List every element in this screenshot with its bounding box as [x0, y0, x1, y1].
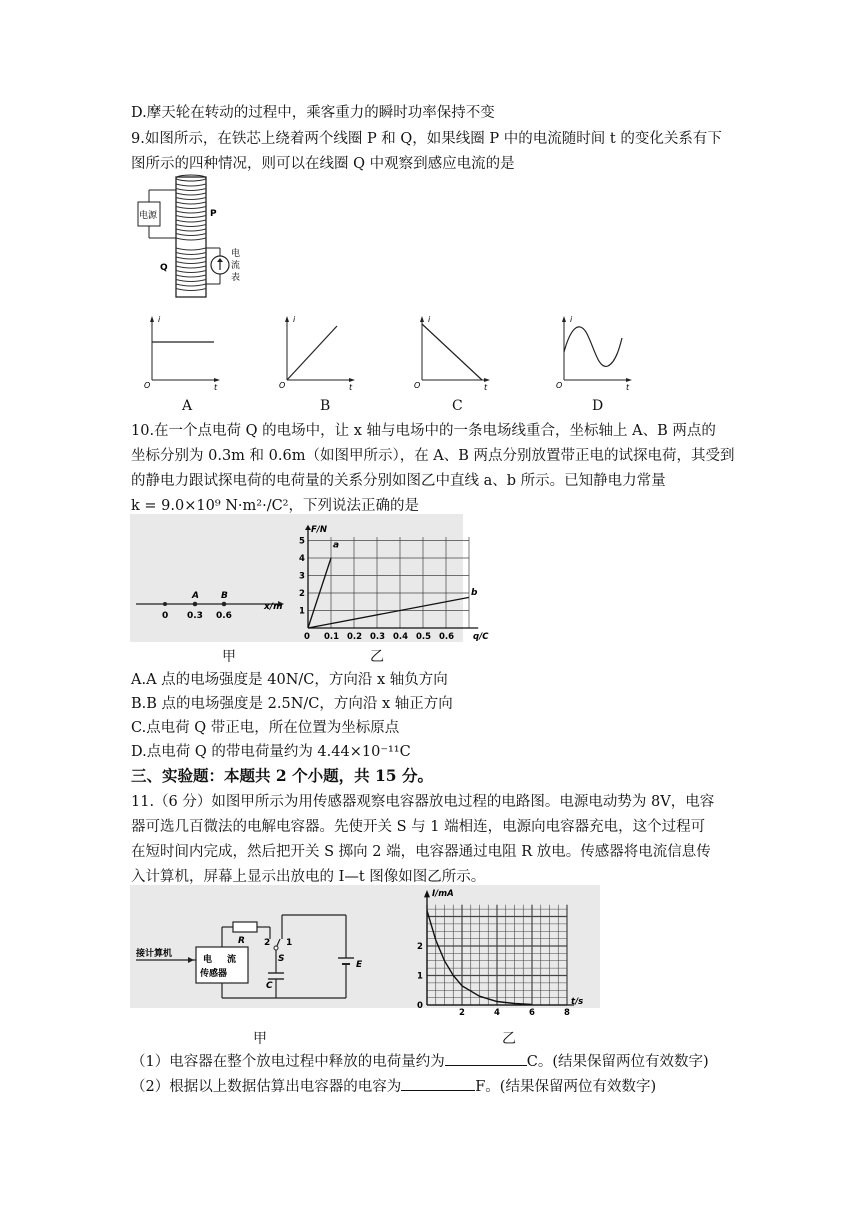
coil-q-turn: [176, 275, 206, 277]
q9-option-graphs: [140, 312, 640, 392]
r-label: R: [238, 936, 245, 946]
sensor-label-3: 传感器: [200, 969, 228, 979]
q10-option-d: D.点电荷 Q 的带电荷量约为 4.44×10⁻¹¹C: [131, 744, 411, 760]
coil-q-turn: [176, 271, 206, 273]
series-a-label: a: [333, 540, 340, 551]
point-a: [193, 602, 198, 607]
x-tick-0: 0: [162, 611, 169, 621]
meter-label-1: 电: [231, 249, 241, 259]
answer-blank-1[interactable]: [445, 1050, 527, 1066]
graph-c: [414, 315, 490, 392]
graph-d: [556, 315, 632, 392]
q9-option-a-label: A: [182, 398, 193, 414]
coil-q-label: Q: [160, 263, 168, 273]
coil-p-turn: [176, 225, 206, 227]
terminal-1-label: 1: [286, 938, 293, 948]
q11-stem-line-2: 器可选几百微法的电解电容器。先使开关 S 与 1 端相连，电源向电容器充电，这个过程可: [131, 819, 706, 835]
x-tick-06: 0.6: [216, 611, 232, 621]
q11-fig-yi: 乙: [502, 1031, 516, 1047]
graph-c-curve: [422, 324, 482, 380]
q-tick-label: 0.4: [393, 632, 409, 642]
q9-option-d-label: D: [592, 398, 604, 414]
coil-q-turn: [176, 248, 206, 250]
q9-option-b-label: B: [320, 398, 331, 414]
graph-b-t: t: [349, 383, 353, 392]
q11-fig-jia: 甲: [253, 1031, 267, 1047]
coil-p-turn: [176, 184, 206, 186]
i-tick-label: 1: [417, 971, 423, 982]
x-unit: x/m: [264, 602, 283, 612]
q11-stem-line-4: 入计算机，屏幕上显示出放电的 I—t 图像如图乙所示。: [131, 869, 486, 885]
meter-label-3: 表: [231, 273, 241, 283]
terminal-2-label: 2: [264, 938, 271, 948]
q9-stem-line-2: 图所示的四种情况，则可以在线圈 Q 中观察到感应电流的是: [131, 156, 515, 172]
q11-figure: [130, 885, 600, 1018]
coil-p-turn: [176, 229, 206, 231]
q-tick-label: 0: [304, 632, 310, 642]
t-tick-label: 4: [494, 1008, 500, 1018]
coil-q-turn: [176, 280, 206, 282]
q-tick-label: 0.3: [370, 632, 386, 642]
q10-option-b: B.B 点的电场强度是 2.5N/C，方向沿 x 轴正方向: [131, 696, 453, 712]
series-b-label: b: [471, 587, 478, 598]
coil-p-turn: [176, 238, 206, 240]
graph-b-i: i: [293, 315, 296, 324]
graph-a: [144, 315, 220, 392]
point-a-label: A: [192, 591, 199, 601]
t-tick-label: 8: [564, 1008, 570, 1018]
q11-part-1: [131, 1050, 709, 1072]
switch-s-label: S: [278, 954, 285, 964]
coil-p-label: P: [210, 209, 217, 219]
graph-c-o: O: [414, 381, 421, 390]
graph-b-o: O: [279, 381, 286, 390]
section-3-heading: 三、实验题：本题共 2 个小题，共 15 分。: [131, 766, 433, 785]
f-tick-label: 1: [299, 606, 305, 617]
sensor-label-1: 电: [203, 955, 213, 965]
x-tick-03: 0.3: [187, 611, 203, 621]
i-tick-label: 2: [417, 942, 423, 952]
graph-d-t: t: [626, 383, 630, 392]
f-tick-label: 4: [299, 554, 305, 564]
q11-part-1-unit: C。(结果保留两位有效数字): [526, 1054, 709, 1070]
coil-p-turn: [176, 220, 206, 222]
coil-p-turn: [176, 202, 206, 204]
answer-blank-2[interactable]: [401, 1075, 475, 1091]
coil-p-turn: [176, 193, 206, 195]
q10-stem-line-4: k = 9.0×10⁹ N·m²·/C²，下列说法正确的是: [131, 498, 419, 514]
graph-d-o: O: [556, 381, 563, 390]
q-unit-label: q/C: [473, 632, 489, 642]
point-b: [222, 602, 227, 607]
graph-d-i: i: [570, 315, 573, 324]
source-e-label: E: [356, 960, 363, 970]
q8-option-d: D.摩天轮在转动的过程中，乘客重力的瞬时功率保持不变: [131, 105, 495, 121]
graph-d-curve: [564, 327, 622, 367]
q11-stem-line-1: 11.（6 分）如图甲所示为用传感器观察电容器放电过程的电路图。电源电动势为 8V，电容: [131, 794, 715, 810]
q10-option-a: A.A 点的电场强度是 40N/C，方向沿 x 轴负方向: [131, 672, 448, 688]
q11-stem-line-3: 在短时间内完成，然后把开关 S 掷向 2 端，电容器通过电阻 R 放电。传感器将电流信息传: [131, 844, 711, 860]
q10-fig-jia: 甲: [222, 649, 236, 665]
f-tick-label: 2: [299, 589, 305, 599]
q10-fig-yi: 乙: [370, 649, 384, 665]
coil-p-turn: [176, 216, 206, 218]
q11-part-2: [131, 1075, 656, 1097]
q10-option-c: C.点电荷 Q 带正电，所在位置为坐标原点: [131, 720, 400, 736]
coil-q-turn: [176, 262, 206, 264]
q-tick-label: 0.2: [347, 632, 363, 642]
graph-a-o: O: [144, 381, 151, 390]
sensor-label-2: 流: [227, 955, 237, 965]
coil-q-turn: [176, 266, 206, 268]
point-b-label: B: [221, 591, 228, 601]
q9-option-c-label: C: [452, 398, 463, 414]
coil-q-turn: [176, 284, 206, 286]
computer-label: 接计算机: [136, 949, 173, 959]
q10-stem-line-2: 坐标分别为 0.3m 和 0.6m（如图甲所示），在 A、B 两点分别放置带正电的试探电荷，其受到: [131, 448, 735, 464]
q11-part-2-unit: F。(结果保留两位有效数字): [475, 1079, 657, 1095]
power-label: 电源: [139, 211, 158, 221]
q10-figure: [130, 514, 489, 642]
capacitor-c-label: C: [266, 981, 273, 991]
q-tick-label: 0.1: [324, 632, 340, 642]
t-tick-label: 2: [459, 1008, 465, 1018]
graph-b: [279, 315, 355, 392]
graph-b-curve: [287, 326, 337, 380]
q-tick-label: 0.6: [439, 632, 455, 642]
q-tick-label: 0.5: [416, 632, 432, 642]
q9-coil-figure: [130, 172, 250, 302]
t-unit-label: t/s: [571, 997, 584, 1007]
coil-p-turn: [176, 189, 206, 191]
i-tick-label: 0: [417, 1001, 423, 1011]
i-unit-label: I/mA: [432, 888, 454, 899]
q11-part-2-text: （2）根据以上数据估算出电容器的电容为: [131, 1079, 402, 1095]
graph-a-i: i: [158, 315, 161, 324]
f-tick-label: 3: [299, 571, 305, 582]
coil-p-turn: [176, 198, 206, 200]
coil-q-turn: [176, 253, 206, 255]
coil-p-turn: [176, 234, 206, 236]
coil-p-turn: [176, 207, 206, 209]
coil-q-turn: [176, 257, 206, 259]
coil-p-turn: [176, 211, 206, 213]
q9-stem-line-1: 9.如图所示，在铁芯上绕着两个线圈 P 和 Q，如果线圈 P 中的电流随时间 t 的变化关系有下: [131, 131, 722, 147]
q10-stem-line-3: 的静电力跟试探电荷的电荷量的关系分别如图乙中直线 a、b 所示。已知静电力常量: [131, 473, 666, 489]
resistor-r: [233, 922, 257, 932]
f-unit-label: F/N: [311, 524, 328, 535]
graph-a-t: t: [214, 383, 218, 392]
q10-stem-line-1: 10.在一个点电荷 Q 的电场中，让 x 轴与电场中的一条电场线重合，坐标轴上 A、B 两点的: [131, 423, 716, 439]
t-tick-label: 6: [529, 1008, 535, 1018]
meter-label-2: 流: [231, 261, 241, 271]
graph-c-i: i: [428, 315, 431, 324]
coil-q-turn: [176, 289, 206, 291]
graph-c-t: t: [484, 383, 488, 392]
f-tick-label: 5: [299, 536, 305, 547]
q11-part-1-text: （1）电容器在整个放电过程中释放的电荷量约为: [131, 1054, 445, 1070]
